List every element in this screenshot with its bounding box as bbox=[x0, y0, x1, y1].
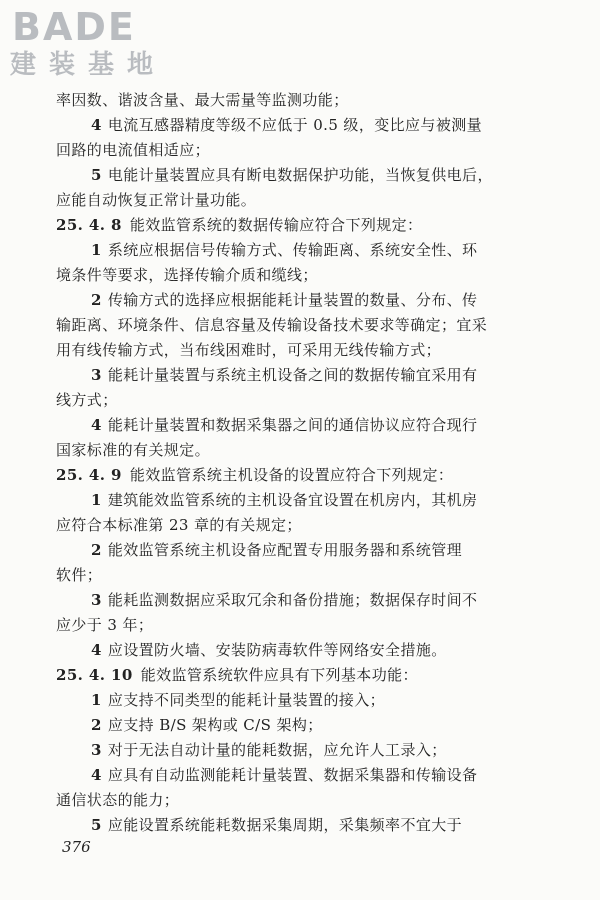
line-text: 境条件等要求，选择传输介质和缆线； bbox=[56, 266, 318, 284]
section-number: 25. 4. 10 bbox=[56, 666, 133, 684]
section-heading bbox=[56, 463, 526, 488]
line-text: 能效监管系统软件应具有下列基本功能： bbox=[140, 666, 418, 684]
item-number: 1 bbox=[91, 691, 102, 709]
text-line bbox=[56, 488, 526, 513]
line-text: 通信状态的能力； bbox=[56, 791, 180, 809]
text-line bbox=[56, 113, 526, 138]
line-text: 能效监管系统主机设备应配置专用服务器和系统管理 bbox=[107, 541, 463, 559]
item-number: 1 bbox=[91, 241, 102, 259]
item-number: 4 bbox=[91, 116, 102, 134]
line-text: 能效监管系统的数据传输应符合下列规定： bbox=[129, 216, 423, 234]
text-line bbox=[56, 263, 526, 288]
line-text: 应具有自动监测能耗计量装置、数据采集器和传输设备 bbox=[107, 766, 478, 784]
section-heading bbox=[56, 663, 526, 688]
text-line bbox=[56, 513, 526, 538]
logo bbox=[8, 6, 198, 90]
item-number: 3 bbox=[91, 591, 102, 609]
item-number: 4 bbox=[91, 641, 102, 659]
line-text: 率因数、谐波含量、最大需量等监测功能； bbox=[56, 91, 349, 109]
item-number: 2 bbox=[91, 716, 102, 734]
text-line bbox=[56, 88, 526, 113]
line-text: 应设置防火墙、安装防病毒软件等网络安全措施。 bbox=[107, 641, 447, 659]
line-text: 回路的电流值相适应； bbox=[56, 141, 211, 159]
logo-chinese: 建装基地 bbox=[10, 50, 167, 80]
text-line bbox=[56, 713, 526, 738]
line-text: 国家标准的有关规定。 bbox=[56, 441, 211, 459]
line-text: 应能设置系统能耗数据采集周期，采集频率不宜大于 bbox=[107, 816, 463, 834]
item-number: 3 bbox=[91, 741, 102, 759]
item-number: 4 bbox=[91, 766, 102, 784]
text-line bbox=[56, 438, 526, 463]
line-text: 应能自动恢复正常计量功能。 bbox=[56, 191, 257, 209]
line-text: 电能计量装置应具有断电数据保护功能，当恢复供电后， bbox=[107, 166, 493, 184]
text-line bbox=[56, 313, 526, 338]
line-text: 系统应根据信号传输方式、传输距离、系统安全性、环 bbox=[107, 241, 478, 259]
item-number: 5 bbox=[91, 166, 102, 184]
text-line bbox=[56, 688, 526, 713]
text-line bbox=[56, 813, 526, 838]
line-text: 应少于 3 年； bbox=[56, 616, 154, 634]
text-line bbox=[56, 563, 526, 588]
text-line bbox=[56, 788, 526, 813]
text-line bbox=[56, 763, 526, 788]
line-text: 电流互感器精度等级不应低于 0.5 级，变比应与被测量 bbox=[107, 116, 483, 134]
logo-wordmark: BADE bbox=[12, 5, 136, 49]
text-line bbox=[56, 638, 526, 663]
document-body bbox=[56, 88, 526, 838]
text-line bbox=[56, 288, 526, 313]
line-text: 输距离、环境条件、信息容量及传输设备技术要求等确定；宜采 bbox=[56, 316, 488, 334]
section-number: 25. 4. 8 bbox=[56, 216, 122, 234]
item-number: 5 bbox=[91, 816, 102, 834]
section-number: 25. 4. 9 bbox=[56, 466, 122, 484]
item-number: 1 bbox=[91, 491, 102, 509]
text-line bbox=[56, 738, 526, 763]
item-number: 2 bbox=[91, 291, 102, 309]
item-number: 3 bbox=[91, 366, 102, 384]
line-text: 能耗计量装置与系统主机设备之间的数据传输宜采用有 bbox=[107, 366, 478, 384]
text-line bbox=[56, 238, 526, 263]
line-text: 软件； bbox=[56, 566, 103, 584]
line-text: 应符合本标准第 23 章的有关规定； bbox=[56, 516, 302, 534]
text-line bbox=[56, 613, 526, 638]
text-line bbox=[56, 538, 526, 563]
line-text: 应支持 B/S 架构或 C/S 架构； bbox=[107, 716, 323, 734]
text-line bbox=[56, 388, 526, 413]
text-line bbox=[56, 138, 526, 163]
line-text: 能效监管系统主机设备的设置应符合下列规定： bbox=[129, 466, 454, 484]
text-line bbox=[56, 338, 526, 363]
line-text: 线方式； bbox=[56, 391, 118, 409]
line-text: 应支持不同类型的能耗计量装置的接入； bbox=[107, 691, 386, 709]
line-text: 用有线传输方式，当布线困难时，可采用无线传输方式； bbox=[56, 341, 442, 359]
item-number: 2 bbox=[91, 541, 102, 559]
line-text: 能耗计量装置和数据采集器之间的通信协议应符合现行 bbox=[107, 416, 478, 434]
line-text: 能耗监测数据应采取冗余和备份措施；数据保存时间不 bbox=[107, 591, 478, 609]
line-text: 对于无法自动计量的能耗数据，应允许人工录入； bbox=[107, 741, 447, 759]
line-text: 传输方式的选择应根据能耗计量装置的数量、分布、传 bbox=[107, 291, 478, 309]
item-number: 4 bbox=[91, 416, 102, 434]
text-line bbox=[56, 363, 526, 388]
text-line bbox=[56, 188, 526, 213]
text-line bbox=[56, 163, 526, 188]
text-line bbox=[56, 413, 526, 438]
section-heading bbox=[56, 213, 526, 238]
page-number: 376 bbox=[62, 838, 91, 856]
line-text: 建筑能效监管系统的主机设备宜设置在机房内，其机房 bbox=[107, 491, 478, 509]
text-line bbox=[56, 588, 526, 613]
